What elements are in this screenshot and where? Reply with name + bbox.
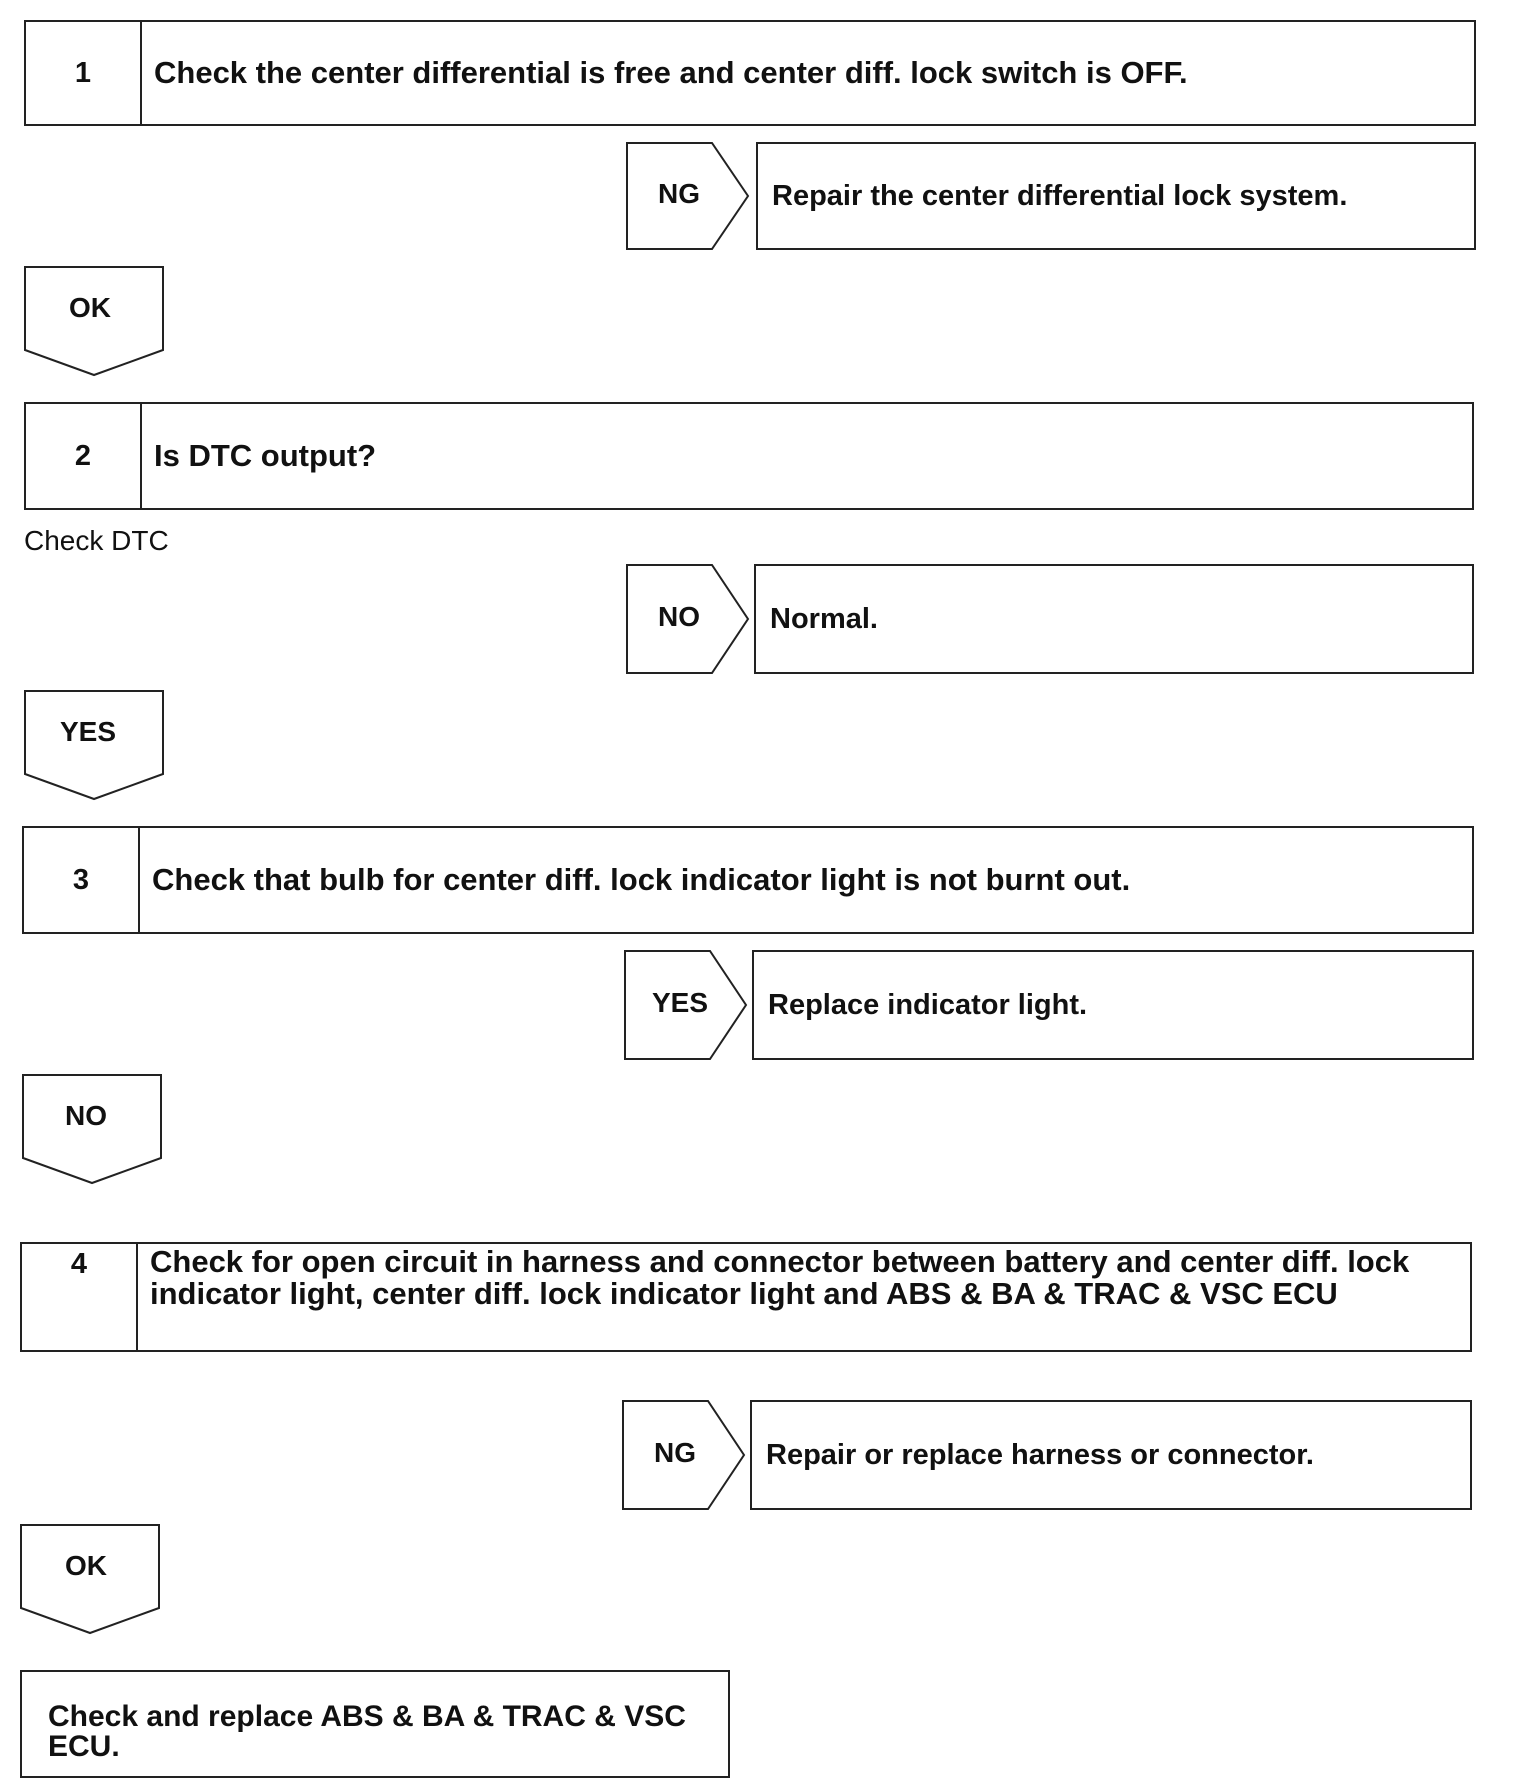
step-text: Check for open circuit in harness and connector between battery and center diff. lock indicator light, center diff. lock indicator light and ABS & BA & TRAC & VSC ECU xyxy=(150,1244,1410,1311)
branch-label: NO xyxy=(658,601,700,632)
step-2-caption: Check DTC xyxy=(24,525,169,556)
final-action-box: Check and replace ABS & BA & TRAC & VSC ECU. xyxy=(20,1670,730,1778)
branch-label: OK xyxy=(65,1550,107,1581)
step-3-box xyxy=(22,826,1474,934)
step-4-box xyxy=(20,1242,1472,1352)
step-text: Check that bulb for center diff. lock indicator light is not burnt out. xyxy=(152,862,1131,897)
branch-label: OK xyxy=(69,292,111,323)
step-1-box xyxy=(24,20,1476,126)
branch-label: YES xyxy=(651,987,709,1018)
branch-label: NG xyxy=(654,1437,696,1468)
result-box: Normal. xyxy=(754,564,1474,674)
result-box: Repair or replace harness or connector. xyxy=(750,1400,1472,1510)
step-2-box xyxy=(24,402,1474,510)
step-number: 3 xyxy=(24,828,140,932)
branch-label: NO xyxy=(65,1100,107,1131)
step-number: 1 xyxy=(26,22,142,124)
result-box: Replace indicator light. xyxy=(752,950,1474,1060)
step-number: 2 xyxy=(26,404,142,508)
step-text: Check the center differential is free and center diff. lock switch is OFF. xyxy=(154,55,1188,90)
result-box: Repair the center differential lock system. xyxy=(756,142,1476,250)
branch-label: YES xyxy=(59,716,117,747)
step-text: Is DTC output? xyxy=(154,438,377,473)
branch-label: NG xyxy=(658,178,700,209)
step-number: 4 xyxy=(22,1244,138,1350)
